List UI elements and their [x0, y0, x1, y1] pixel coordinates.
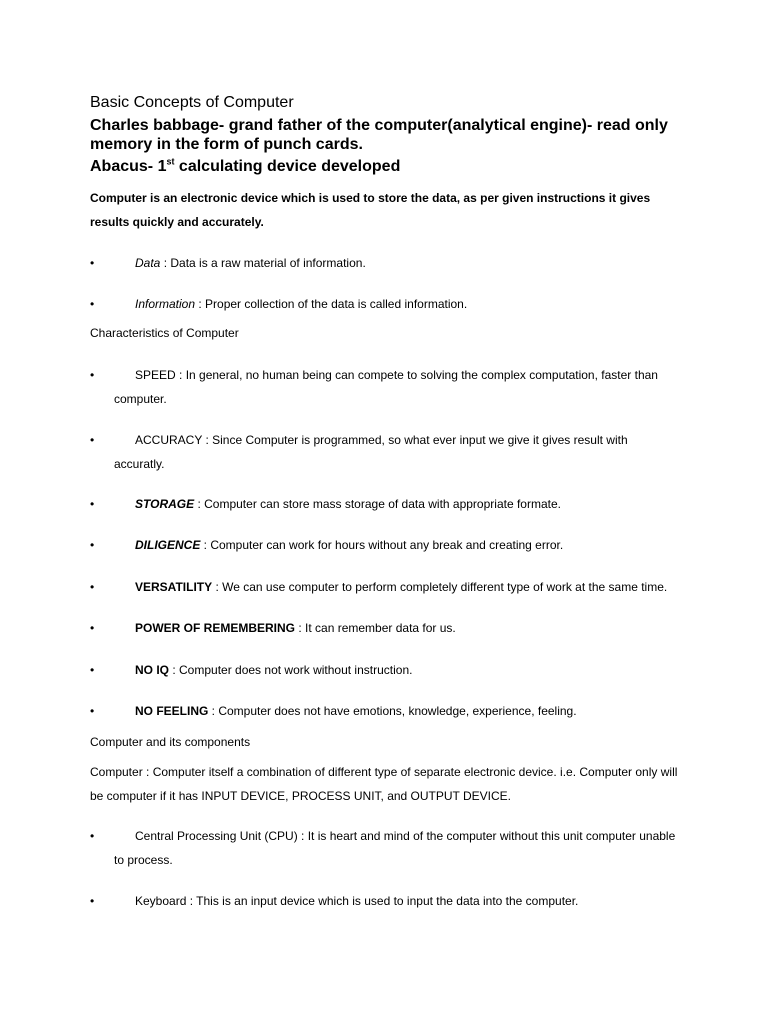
- bullet-icon: •: [90, 829, 95, 843]
- bullet-icon: •: [90, 538, 95, 552]
- speed-text: : In general, no human being can compete to solving the complex computation, faster than computer.: [114, 368, 658, 406]
- keyboard-text: Keyboard : This is an input device which is used to input the data into the computer.: [135, 894, 579, 908]
- no-feeling-text: : Computer does not have emotions, knowledge, experience, feeling.: [208, 704, 577, 718]
- list-item-keyboard: [114, 889, 684, 913]
- bullet-icon: •: [90, 256, 95, 270]
- term-accuracy: ACCURACY: [135, 433, 203, 447]
- cpu-text: Central Processing Unit (CPU) : It is heart and mind of the computer without this unit computer unable to process.: [114, 829, 676, 867]
- versatility-text: : We can use computer to perform completely different type of work at the same time.: [212, 580, 668, 594]
- abacus-text-rest: calculating device developed: [174, 158, 401, 175]
- term-data: Data: [135, 256, 161, 270]
- accuracy-text: : Since Computer is programmed, so what ever input we give it gives result with accuratly.: [114, 433, 628, 471]
- bullet-icon: •: [90, 433, 95, 447]
- list-item-accuracy: [114, 428, 654, 476]
- abacus-line: [90, 157, 690, 176]
- bullet-icon: •: [90, 704, 95, 718]
- power-of-remembering-text: : It can remember data for us.: [295, 621, 456, 635]
- babbage-line: Charles babbage- grand father of the computer(analytical engine)- read only memory in the form of punch cards.: [90, 117, 668, 153]
- list-item-data: [114, 251, 684, 275]
- list-item-no-feeling: [114, 699, 684, 723]
- list-item-information: [114, 292, 684, 316]
- list-item-no-iq: [114, 658, 684, 682]
- bullet-icon: •: [90, 297, 95, 311]
- bullet-icon: •: [90, 580, 95, 594]
- term-speed: SPEED: [135, 368, 176, 382]
- def-data-text: : Data is a raw material of information.: [160, 256, 366, 270]
- storage-text: : Computer can store mass storage of data with appropriate formate.: [194, 497, 561, 511]
- components-heading: Computer and its components: [90, 735, 251, 749]
- bullet-icon: •: [90, 368, 95, 382]
- diligence-text: : Computer can work for hours without any break and creating error.: [200, 538, 564, 552]
- term-storage: STORAGE: [135, 497, 195, 511]
- list-item-versatility: [114, 575, 714, 599]
- abacus-superscript: st: [166, 156, 175, 167]
- bullet-icon: •: [90, 497, 95, 511]
- computer-paragraph: Computer : Computer itself a combination of different type of separate electronic device. i.e. Computer only will be computer if it has INPUT DEVICE, PROCESS UNIT, and OUTPUT DEVICE.: [90, 765, 678, 803]
- term-information: Information: [135, 297, 196, 311]
- doc-title: Basic Concepts of Computer: [90, 94, 294, 111]
- term-power-of-remembering: POWER OF REMEMBERING: [135, 621, 296, 635]
- def-information-text: : Proper collection of the data is called information.: [195, 297, 468, 311]
- list-item-diligence: [114, 533, 684, 557]
- bullet-icon: •: [90, 663, 95, 677]
- list-item-cpu: [114, 824, 684, 872]
- bullet-icon: •: [90, 621, 95, 635]
- term-diligence: DILIGENCE: [135, 538, 201, 552]
- list-item-power-of-remembering: [114, 616, 684, 640]
- list-item-storage: [114, 492, 684, 516]
- no-iq-text: : Computer does not work without instruction.: [169, 663, 413, 677]
- abacus-text: Abacus- 1: [90, 158, 167, 175]
- term-no-iq: NO IQ: [135, 663, 170, 677]
- list-item-speed: [114, 363, 684, 411]
- term-versatility: VERSATILITY: [135, 580, 213, 594]
- bullet-icon: •: [90, 894, 95, 908]
- definition-paragraph: Computer is an electronic device which is used to store the data, as per given instructions it gives results quickly and accurately.: [90, 191, 651, 229]
- characteristics-heading: Characteristics of Computer: [90, 326, 239, 340]
- term-no-feeling: NO FEELING: [135, 704, 209, 718]
